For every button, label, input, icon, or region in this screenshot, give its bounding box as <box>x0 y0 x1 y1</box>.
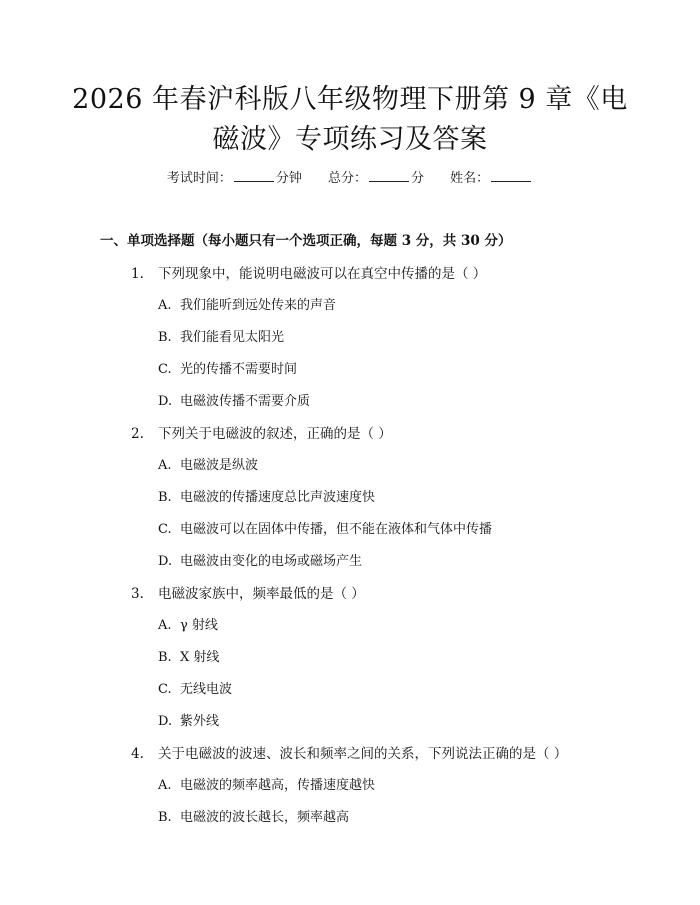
option-text: 电磁波的传播速度总比声波速度快 <box>180 490 376 505</box>
question-number: 4. <box>131 746 144 762</box>
option-text: 电磁波的频率越高，传播速度越快 <box>180 778 376 793</box>
option-letter: A. <box>158 458 172 473</box>
option-text: 光的传播不需要时间 <box>180 362 298 377</box>
option-letter: B. <box>158 490 172 505</box>
option-text: 电磁波是纵波 <box>180 458 259 473</box>
question-text: 下列现象中，能说明电磁波可以在真空中传播的是（ ） <box>158 266 487 282</box>
exam-time-field <box>167 167 302 186</box>
question-2-option-d[interactable] <box>158 550 362 569</box>
question-3-option-b[interactable] <box>158 646 219 665</box>
option-letter: C. <box>158 522 172 537</box>
option-letter: A. <box>158 298 172 313</box>
question-4-option-b[interactable] <box>158 806 349 825</box>
question-number: 2. <box>131 426 144 442</box>
question-3-option-a[interactable] <box>158 614 218 633</box>
option-letter: A. <box>158 778 172 793</box>
title-line-1: 2026 年春沪科版八年级物理下册第 9 章《电 <box>72 84 628 115</box>
option-letter: A. <box>158 618 172 633</box>
question-number: 1. <box>131 266 144 282</box>
question-text: 电磁波家族中，频率最低的是（ ） <box>158 586 365 602</box>
option-letter: D. <box>158 394 173 409</box>
question-2-option-b[interactable] <box>158 486 375 505</box>
question-3 <box>131 582 365 602</box>
question-1-option-c[interactable] <box>158 358 297 377</box>
exam-time-label: 考试时间： <box>166 171 232 186</box>
option-text: 电磁波的波长越长，频率越高 <box>180 810 350 825</box>
exam-time-blank[interactable] <box>234 169 274 182</box>
document-title <box>60 80 640 160</box>
exam-info-row <box>0 167 700 186</box>
option-letter: D. <box>158 714 173 729</box>
question-text: 下列关于电磁波的叙述，正确的是（ ） <box>158 426 392 442</box>
question-number: 3. <box>131 586 144 602</box>
question-1-option-b[interactable] <box>158 326 284 345</box>
question-4-option-a[interactable] <box>158 774 375 793</box>
option-text: γ 射线 <box>180 618 218 633</box>
option-letter: C. <box>158 362 172 377</box>
option-letter: B. <box>158 650 172 665</box>
exam-time-unit: 分钟 <box>275 171 302 186</box>
option-text: 电磁波由变化的电场或磁场产生 <box>180 554 363 569</box>
name-blank[interactable] <box>491 169 531 182</box>
option-text: 电磁波可以在固体中传播，但不能在液体和气体中传播 <box>180 522 493 537</box>
name-label: 姓名： <box>450 171 490 186</box>
option-text: 无线电波 <box>180 682 233 697</box>
question-4 <box>131 742 567 762</box>
question-2-option-c[interactable] <box>158 518 492 537</box>
option-letter: B. <box>158 330 172 345</box>
question-3-option-d[interactable] <box>158 710 219 729</box>
question-1-option-a[interactable] <box>158 294 336 313</box>
question-text: 关于电磁波的波速、波长和频率之间的关系，下列说法正确的是（ ） <box>158 746 568 762</box>
section-heading: 一、单项选择题（每小题只有一个选项正确，每题 3 分，共 30 分） <box>100 233 512 249</box>
name-field <box>450 167 533 186</box>
option-letter: D. <box>158 554 173 569</box>
option-text: 我们能听到远处传来的声音 <box>180 298 337 313</box>
option-letter: C. <box>158 682 172 697</box>
option-text: 电磁波传播不需要介质 <box>180 394 311 409</box>
question-1-option-d[interactable] <box>158 390 310 409</box>
total-score-label: 总分： <box>327 171 367 186</box>
total-score-blank[interactable] <box>369 169 409 182</box>
question-2 <box>131 422 392 442</box>
question-1 <box>131 262 486 282</box>
question-3-option-c[interactable] <box>158 678 232 697</box>
option-text: 紫外线 <box>180 714 220 729</box>
question-2-option-a[interactable] <box>158 454 258 473</box>
title-line-2: 磁波》专项练习及答案 <box>212 124 488 155</box>
total-score-field <box>328 167 424 186</box>
option-letter: B. <box>158 810 172 825</box>
total-score-unit: 分 <box>411 171 425 186</box>
option-text: 我们能看见太阳光 <box>180 330 285 345</box>
option-text: X 射线 <box>180 650 220 665</box>
